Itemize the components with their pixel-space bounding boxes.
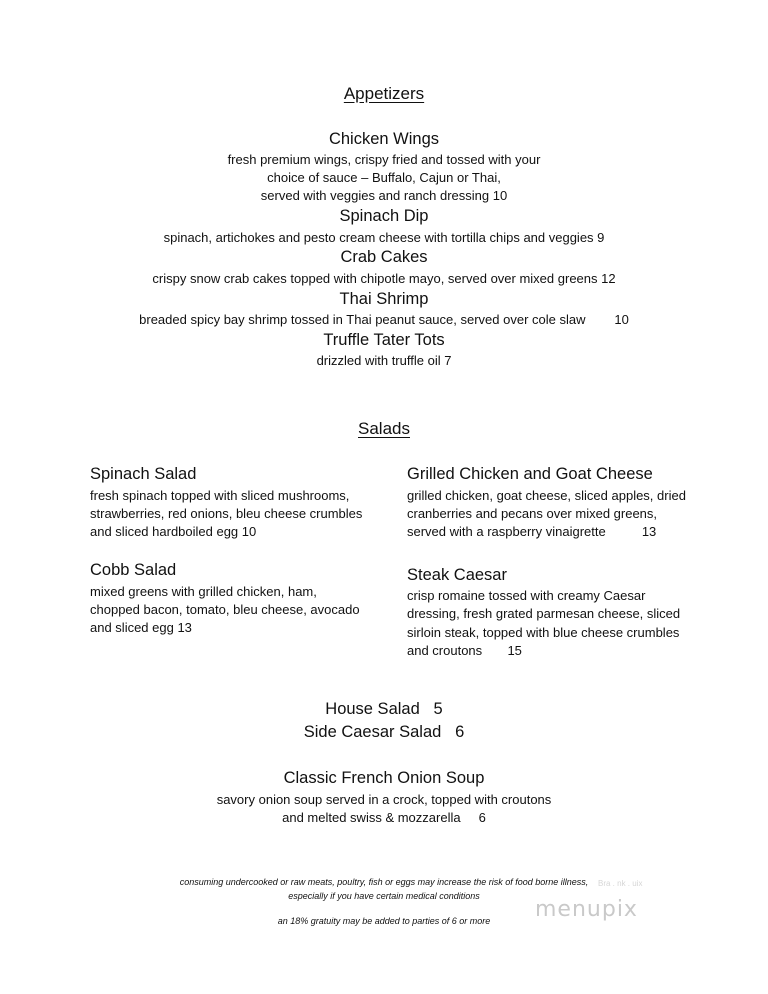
thai-shrimp-title: Thai Shrimp — [339, 290, 429, 308]
crab-cakes-title: Crab Cakes — [340, 248, 428, 266]
chicken-wings-desc-1: fresh premium wings, crispy fried and tossed with your — [227, 152, 541, 167]
chicken-wings-desc-3: served with veggies and ranch dressing 10 — [260, 188, 508, 203]
spinach-salad-desc-2: strawberries, red onions, bleu cheese crumbles — [90, 506, 363, 521]
crab-cakes-desc: crispy snow crab cakes topped with chipotle mayo, served over mixed greens 12 — [152, 271, 616, 286]
cobb-salad-desc-3: and sliced egg 13 — [90, 620, 192, 635]
food-safety-notice-2: especially if you have certain medical conditions — [288, 891, 480, 901]
gratuity-notice: an 18% gratuity may be added to parties of 6 or more — [277, 916, 491, 926]
steak-caesar-desc-2: dressing, fresh grated parmesan cheese, sliced — [407, 606, 681, 621]
steak-caesar-title: Steak Caesar — [407, 566, 507, 584]
spinach-dip-desc: spinach, artichokes and pesto cream cheese with tortilla chips and veggies 9 — [163, 230, 605, 245]
spinach-dip-title: Spinach Dip — [339, 207, 429, 225]
goat-cheese-desc-2: cranberries and pecans over mixed greens, — [407, 506, 658, 521]
spinach-salad-desc-3: and sliced hardboiled egg 10 — [90, 524, 257, 539]
soup-desc-2: and melted swiss & mozzarella 6 — [282, 810, 486, 825]
truffle-tots-title: Truffle Tater Tots — [323, 331, 445, 349]
food-safety-notice-1: consuming undercooked or raw meats, poultry, fish or eggs may increase the risk of food borne illness, — [179, 877, 589, 887]
watermark-small: Bra . nk . uix — [598, 879, 643, 888]
grilled-chicken-goat-cheese-title: Grilled Chicken and Goat Cheese — [407, 465, 653, 483]
thai-shrimp-desc: breaded spicy bay shrimp tossed in Thai peanut sauce, served over cole slaw 10 — [139, 312, 629, 327]
cobb-salad-desc-1: mixed greens with grilled chicken, ham, — [90, 584, 317, 599]
chicken-wings-desc-2: choice of sauce – Buffalo, Cajun or Thai, — [267, 170, 501, 185]
spinach-salad-desc-1: fresh spinach topped with sliced mushrooms, — [90, 488, 350, 503]
cobb-salad-desc-2: chopped bacon, tomato, bleu cheese, avocado — [90, 602, 360, 617]
steak-caesar-desc-4: and croutons 15 — [407, 643, 522, 658]
chicken-wings-title: Chicken Wings — [328, 130, 440, 148]
house-salad: House Salad 5 — [325, 700, 443, 718]
salads-heading: Salads — [358, 419, 410, 438]
french-onion-soup-title: Classic French Onion Soup — [283, 769, 485, 787]
cobb-salad-title: Cobb Salad — [90, 561, 177, 579]
goat-cheese-desc-1: grilled chicken, goat cheese, sliced apples, dried — [407, 488, 686, 503]
steak-caesar-desc-3: sirloin steak, topped with blue cheese crumbles — [407, 625, 680, 640]
menupix-watermark: menupix — [535, 897, 638, 922]
appetizers-heading: Appetizers — [343, 84, 425, 103]
truffle-tots-desc: drizzled with truffle oil 7 — [316, 353, 452, 368]
steak-caesar-desc-1: crisp romaine tossed with creamy Caesar — [407, 588, 646, 603]
goat-cheese-desc-3: served with a raspberry vinaigrette 13 — [407, 524, 657, 539]
spinach-salad-title: Spinach Salad — [90, 465, 197, 483]
soup-desc-1: savory onion soup served in a crock, topped with croutons — [216, 792, 552, 807]
side-caesar-salad: Side Caesar Salad 6 — [303, 723, 465, 741]
